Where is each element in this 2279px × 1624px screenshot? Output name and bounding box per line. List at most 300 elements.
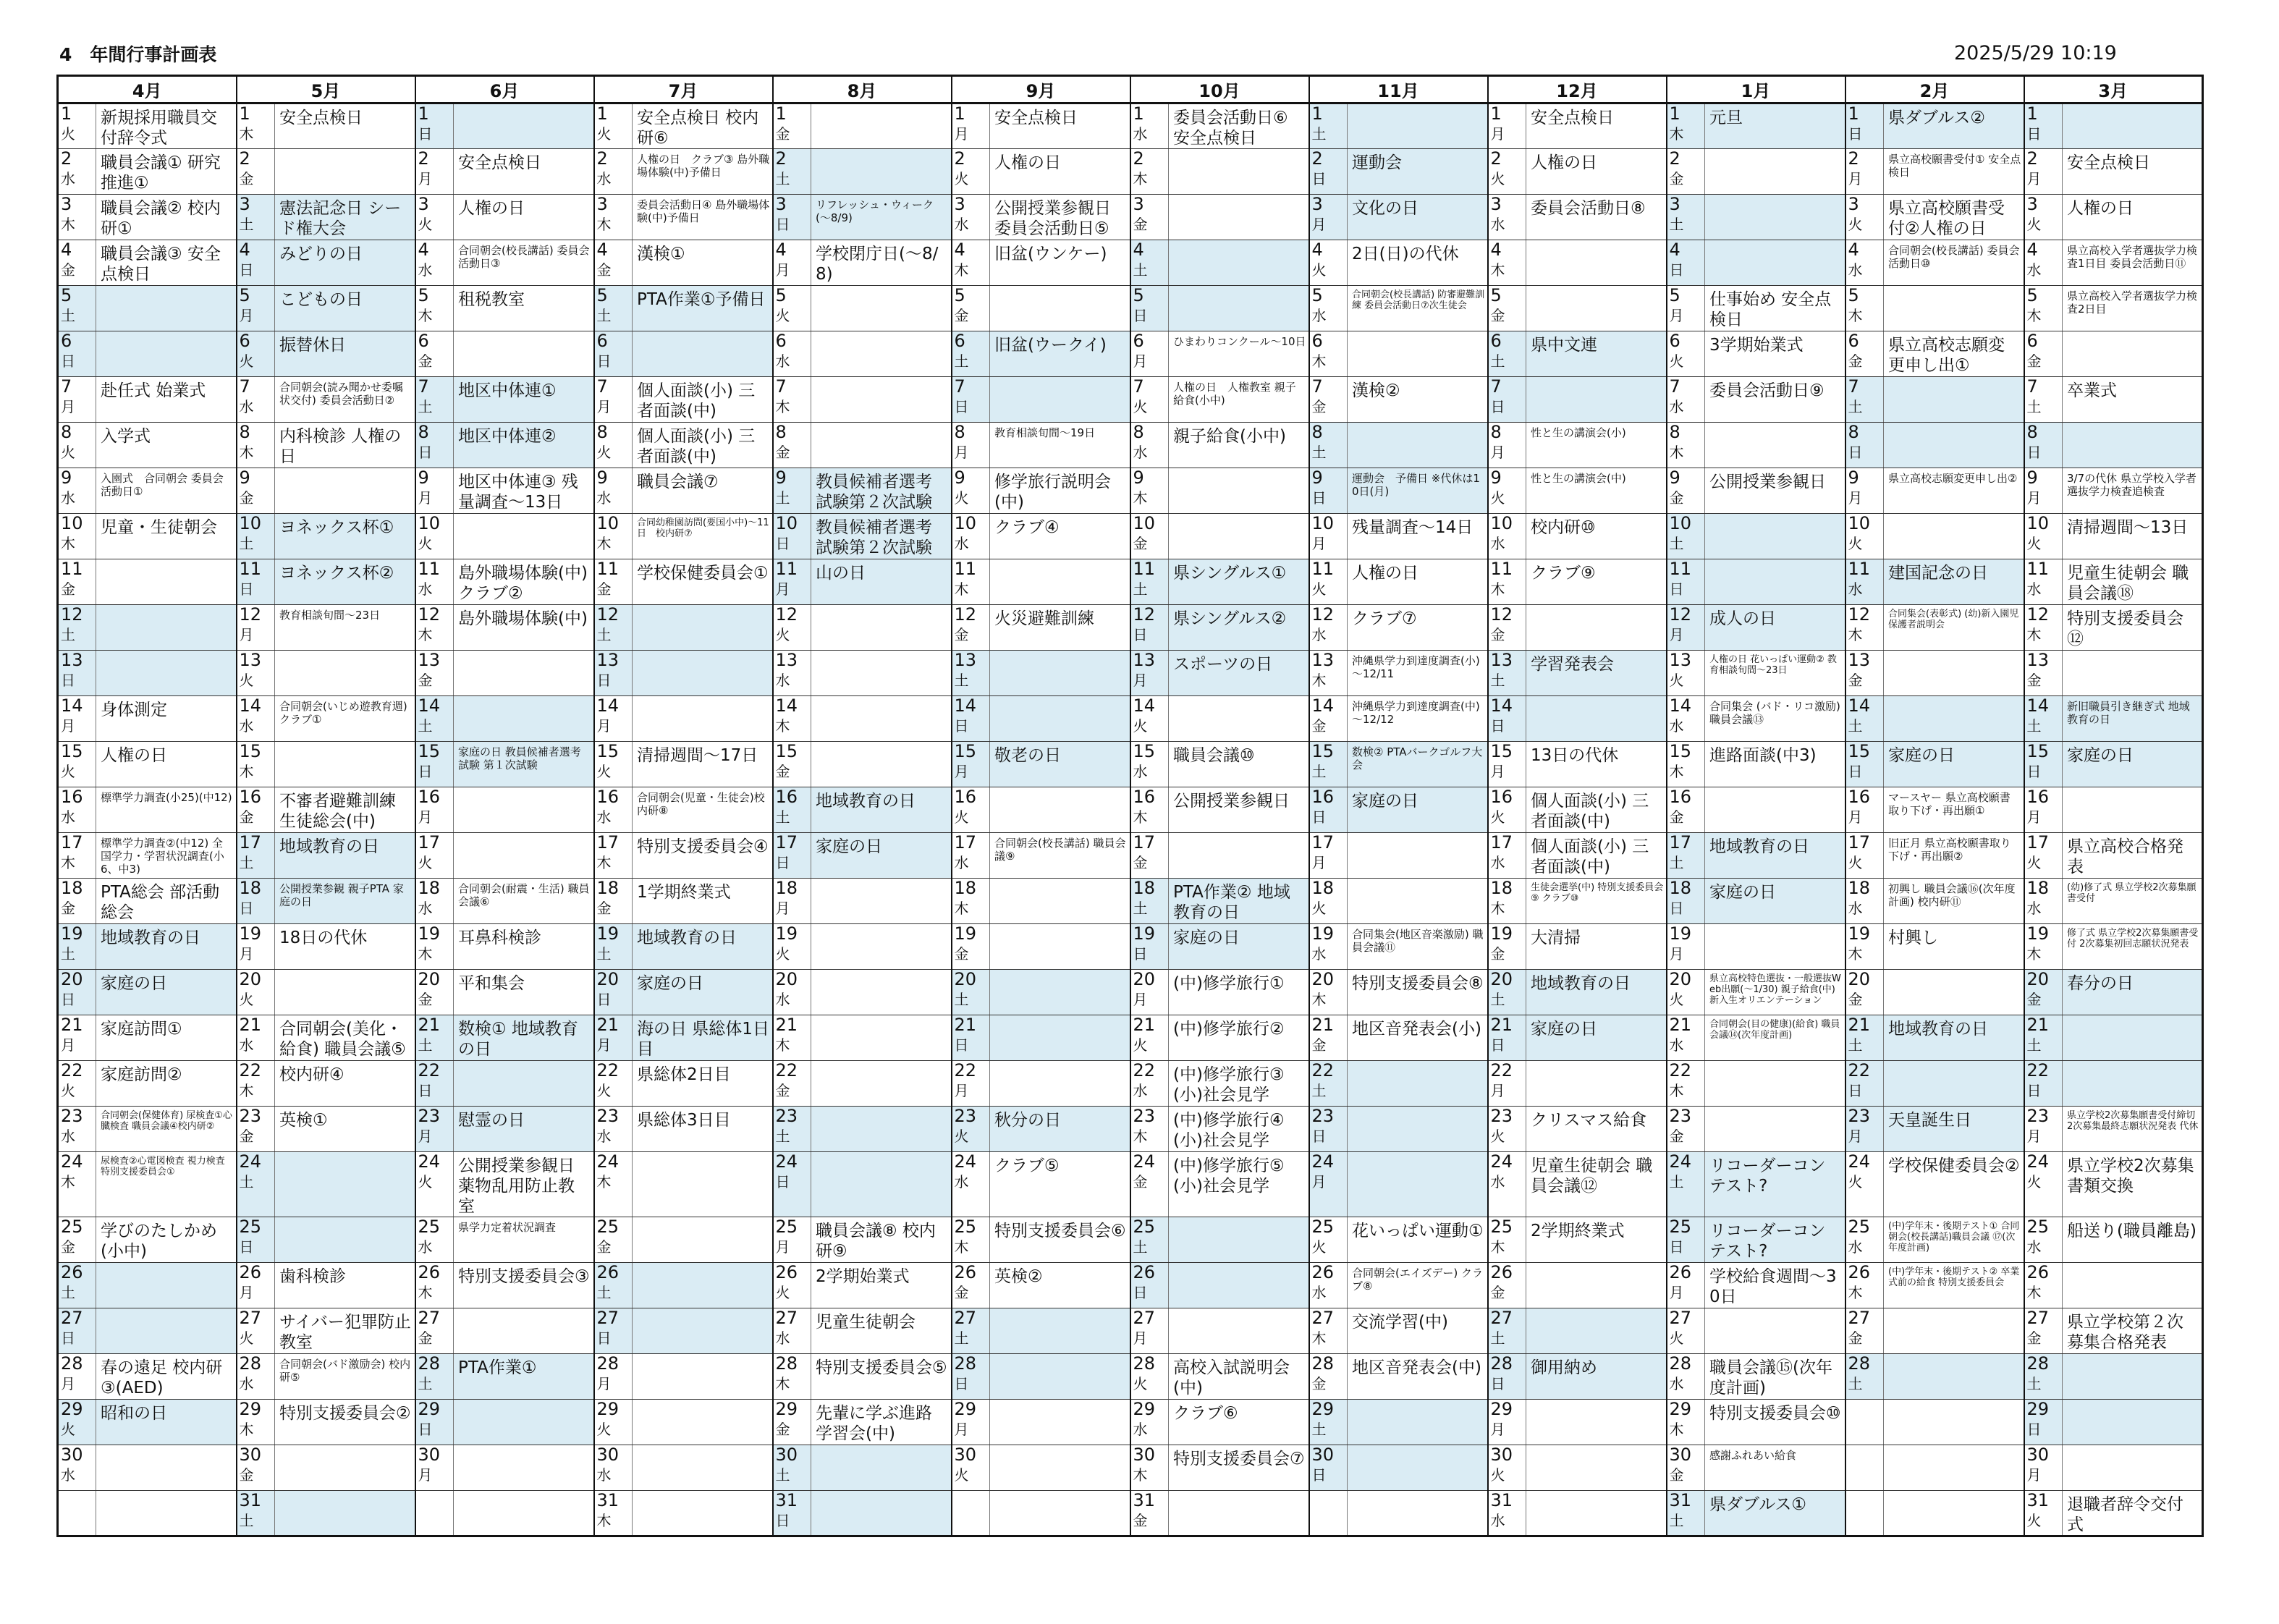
- day-cell: [1309, 1152, 1348, 1217]
- weekday-label: 土: [239, 1173, 254, 1190]
- day-number: 26: [1490, 1262, 1513, 1282]
- day-number: 17: [1133, 832, 1156, 853]
- day-number: 3: [2026, 194, 2038, 214]
- weekday-label: 火: [1490, 1466, 1505, 1484]
- weekday-label: 日: [1490, 398, 1505, 415]
- weekday-label: 水: [1490, 535, 1505, 552]
- day-number: 19: [1669, 923, 1692, 944]
- day-cell: [237, 1107, 275, 1152]
- event-cell: [1348, 1152, 1488, 1217]
- day-number: 24: [418, 1151, 441, 1172]
- weekday-label: 金: [596, 580, 612, 598]
- event-cell: 家庭の日: [1526, 1015, 1667, 1061]
- weekday-label: 月: [1311, 216, 1327, 233]
- event-cell: [1884, 423, 2024, 468]
- day-cell: [415, 559, 454, 605]
- day-cell: [594, 1107, 633, 1152]
- day-row: [58, 377, 2203, 423]
- event-cell: 島外職場体験(中) クラブ②: [454, 559, 594, 605]
- day-cell: [1845, 468, 1884, 514]
- day-number: 10: [61, 513, 83, 533]
- event-cell: [1526, 1491, 1667, 1536]
- day-cell: [237, 605, 275, 651]
- day-number: 26: [775, 1262, 798, 1282]
- day-cell: [1667, 514, 1705, 559]
- day-number: 1: [775, 103, 787, 124]
- event-cell: [1526, 1263, 1667, 1308]
- event-cell: 県学力定着状況調査: [454, 1217, 594, 1263]
- weekday-label: 火: [954, 808, 969, 826]
- event-cell: [1884, 286, 2024, 331]
- event-cell: 校内研⑩: [1526, 514, 1667, 559]
- day-cell: [2024, 240, 2063, 286]
- weekday-label: 金: [2026, 352, 2042, 370]
- event-cell: 地域教育の日: [275, 833, 415, 879]
- day-cell: [1667, 1107, 1705, 1152]
- day-number: 1: [418, 103, 429, 124]
- day-cell: [1667, 103, 1705, 149]
- day-cell: [2024, 377, 2063, 423]
- weekday-label: 火: [775, 945, 790, 963]
- day-number: 9: [1490, 468, 1502, 488]
- day-number: 9: [1311, 468, 1323, 488]
- event-cell: 特別支援委員会⑫: [2063, 605, 2203, 651]
- day-number: 25: [1133, 1217, 1156, 1237]
- day-row: [58, 879, 2203, 924]
- weekday-label: 水: [418, 580, 433, 598]
- event-cell: ヨネックス杯①: [275, 514, 415, 559]
- event-cell: 1学期終業式: [633, 879, 773, 924]
- weekday-label: 土: [239, 216, 254, 233]
- day-cell: [1130, 1445, 1169, 1491]
- event-cell: サイバー犯罪防止教室: [275, 1308, 415, 1354]
- event-cell: 船送り(職員離島): [2063, 1217, 2203, 1263]
- weekday-label: 火: [1311, 900, 1327, 917]
- weekday-label: 金: [954, 626, 969, 643]
- day-cell: [415, 1217, 454, 1263]
- day-cell: [1667, 149, 1705, 195]
- weekday-label: 木: [1133, 1128, 1148, 1145]
- event-cell: みどりの日: [275, 240, 415, 286]
- weekday-label: 月: [1848, 170, 1863, 187]
- weekday-label: 金: [1848, 352, 1863, 370]
- weekday-label: 日: [2026, 763, 2042, 780]
- event-cell: 感謝ふれあい給食: [1705, 1445, 1845, 1491]
- day-cell: [58, 742, 96, 787]
- weekday-label: 土: [775, 170, 790, 187]
- day-cell: [952, 1152, 990, 1217]
- day-number: 19: [954, 923, 977, 944]
- weekday-label: 水: [1311, 626, 1327, 643]
- weekday-label: 水: [1669, 1375, 1684, 1392]
- day-cell: [58, 240, 96, 286]
- event-cell: 旧正月 県立高校願書取り下げ・再出願②: [1884, 833, 2024, 879]
- day-cell: [1309, 879, 1348, 924]
- weekday-label: 土: [1669, 535, 1684, 552]
- event-cell: [1705, 924, 1845, 970]
- day-cell: [773, 423, 811, 468]
- day-cell: [1130, 423, 1169, 468]
- event-cell: [2063, 1354, 2203, 1400]
- day-number: 20: [596, 969, 620, 989]
- weekday-label: 金: [239, 1466, 254, 1484]
- event-cell: 沖縄県学力到達度調査(中)～12/12: [1348, 696, 1488, 742]
- day-cell: [2024, 1491, 2063, 1536]
- day-number: 4: [239, 240, 250, 260]
- event-cell: [454, 1445, 594, 1491]
- day-cell: [773, 1308, 811, 1354]
- day-row: [58, 742, 2203, 787]
- day-number: 18: [1311, 878, 1335, 898]
- weekday-label: 土: [1490, 1329, 1505, 1347]
- day-number: 14: [1848, 695, 1871, 716]
- day-number: 5: [1490, 285, 1502, 305]
- weekday-label: 火: [418, 216, 433, 233]
- weekday-label: 月: [418, 1466, 433, 1484]
- weekday-label: 木: [239, 444, 254, 461]
- day-cell: [415, 514, 454, 559]
- weekday-label: 火: [1133, 717, 1148, 735]
- event-cell: [96, 1263, 237, 1308]
- day-number: 28: [1669, 1353, 1692, 1374]
- event-cell: 敬老の日: [990, 742, 1130, 787]
- day-cell: [2024, 1107, 2063, 1152]
- day-number: 21: [1848, 1015, 1871, 1035]
- day-cell: [1667, 742, 1705, 787]
- weekday-label: 土: [239, 1512, 254, 1529]
- event-cell: [1884, 514, 2024, 559]
- day-cell: [1667, 833, 1705, 879]
- event-cell: [2063, 787, 2203, 833]
- day-row: [58, 1400, 2203, 1445]
- event-cell: 漢検②: [1348, 377, 1488, 423]
- event-cell: 振替休日: [275, 331, 415, 377]
- weekday-label: 木: [775, 717, 790, 735]
- event-cell: [990, 1491, 1130, 1536]
- day-row: [58, 651, 2203, 696]
- day-cell: [58, 514, 96, 559]
- day-number: 14: [775, 695, 798, 716]
- event-cell: 人権の日: [1348, 559, 1488, 605]
- event-cell: [811, 1061, 952, 1107]
- event-cell: 新旧職員引き継ぎ式 地域教育の日: [2063, 696, 2203, 742]
- weekday-label: 金: [1133, 535, 1148, 552]
- day-row: [58, 696, 2203, 742]
- weekday-label: 木: [1311, 991, 1327, 1008]
- weekday-label: 金: [596, 900, 612, 917]
- event-cell: [2063, 1061, 2203, 1107]
- weekday-label: 月: [775, 261, 790, 279]
- day-cell: [1130, 1152, 1169, 1217]
- day-number: 16: [1669, 787, 1692, 807]
- event-cell: [990, 651, 1130, 696]
- day-row: [58, 605, 2203, 651]
- event-cell: 合同朝会(いじめ遊教育週) クラブ①: [275, 696, 415, 742]
- day-cell: [237, 1308, 275, 1354]
- event-cell: 学習発表会: [1526, 651, 1667, 696]
- weekday-label: 日: [596, 352, 612, 370]
- day-cell: [594, 1061, 633, 1107]
- event-cell: 歯科検診: [275, 1263, 415, 1308]
- day-cell: [1667, 696, 1705, 742]
- day-number: 30: [1133, 1445, 1156, 1465]
- weekday-label: 月: [1490, 444, 1505, 461]
- day-cell: [773, 1217, 811, 1263]
- weekday-label: 金: [61, 1238, 75, 1256]
- event-cell: PTA作業①予備日: [633, 286, 773, 331]
- weekday-label: 日: [1490, 717, 1505, 735]
- day-cell: [415, 1107, 454, 1152]
- day-number: 18: [2026, 878, 2050, 898]
- day-number: 8: [1133, 422, 1144, 442]
- day-cell: [773, 833, 811, 879]
- day-cell: [1667, 970, 1705, 1015]
- event-cell: [1705, 149, 1845, 195]
- day-cell: [1845, 1263, 1884, 1308]
- event-cell: [1169, 468, 1309, 514]
- day-cell: [952, 1491, 990, 1536]
- event-cell: 県立高校入学者選抜学力検査1日目 委員会活動日⑪: [2063, 240, 2203, 286]
- event-cell: 春分の日: [2063, 970, 2203, 1015]
- day-cell: [952, 423, 990, 468]
- weekday-label: 日: [775, 1173, 790, 1190]
- weekday-label: 月: [418, 808, 433, 826]
- event-cell: 合同朝会(読み聞かせ委嘱状交付) 委員会活動日②: [275, 377, 415, 423]
- event-cell: [990, 1061, 1130, 1107]
- day-row: [58, 514, 2203, 559]
- event-cell: 県立高校入学者選抜学力検査2日目: [2063, 286, 2203, 331]
- event-cell: [1169, 149, 1309, 195]
- event-cell: [454, 787, 594, 833]
- day-number: 9: [418, 468, 429, 488]
- day-number: 14: [1490, 695, 1513, 716]
- weekday-label: 日: [418, 125, 433, 143]
- day-cell: [952, 787, 990, 833]
- day-number: 10: [2026, 513, 2050, 533]
- event-cell: 成人の日: [1705, 605, 1845, 651]
- weekday-label: 金: [1669, 1128, 1684, 1145]
- day-cell: [1309, 1308, 1348, 1354]
- weekday-label: 土: [596, 1284, 612, 1301]
- weekday-label: 火: [1133, 398, 1148, 415]
- weekday-label: 木: [1311, 1329, 1327, 1347]
- event-cell: [1884, 696, 2024, 742]
- event-cell: 文化の日: [1348, 195, 1488, 240]
- event-cell: [811, 1491, 952, 1536]
- day-cell: [1488, 377, 1526, 423]
- event-cell: [275, 1445, 415, 1491]
- day-number: 2: [1490, 148, 1502, 169]
- month-header-row: [58, 76, 2203, 103]
- weekday-label: 月: [239, 626, 254, 643]
- day-cell: [237, 1445, 275, 1491]
- day-number: 7: [1311, 376, 1323, 397]
- event-cell: [96, 559, 237, 605]
- day-number: 4: [1133, 240, 1144, 260]
- weekday-label: 金: [775, 1421, 790, 1438]
- day-number: 8: [596, 422, 608, 442]
- day-number: 28: [1490, 1353, 1513, 1374]
- day-cell: [1488, 605, 1526, 651]
- event-cell: 仕事始め 安全点検日: [1705, 286, 1845, 331]
- day-row: [58, 331, 2203, 377]
- day-cell: [1845, 514, 1884, 559]
- day-number: 27: [1848, 1308, 1871, 1328]
- weekday-label: 土: [1311, 1421, 1327, 1438]
- day-number: 19: [418, 923, 441, 944]
- day-cell: [1667, 377, 1705, 423]
- event-cell: リコーダーコンテスト?: [1705, 1217, 1845, 1263]
- day-row: [58, 240, 2203, 286]
- event-cell: 学校保健委員会①: [633, 559, 773, 605]
- event-cell: 運動会: [1348, 149, 1488, 195]
- weekday-label: 金: [775, 444, 790, 461]
- weekday-label: 日: [418, 444, 433, 461]
- day-cell: [58, 787, 96, 833]
- weekday-label: 木: [954, 261, 969, 279]
- weekday-label: 木: [1848, 1284, 1863, 1301]
- day-number: 24: [61, 1151, 83, 1172]
- day-number: 22: [954, 1060, 977, 1080]
- event-cell: [633, 651, 773, 696]
- weekday-label: 木: [418, 307, 433, 324]
- weekday-label: 水: [239, 717, 254, 735]
- event-cell: PTA総会 部活動総会: [96, 879, 237, 924]
- event-cell: 人権の日: [1526, 149, 1667, 195]
- event-cell: 地域教育の日: [811, 787, 952, 833]
- event-cell: [1884, 1308, 2024, 1354]
- weekday-label: 水: [61, 1466, 75, 1484]
- day-number: 26: [1848, 1262, 1871, 1282]
- day-cell: [952, 879, 990, 924]
- day-number: 27: [418, 1308, 441, 1328]
- day-cell: [58, 1354, 96, 1400]
- day-number: 21: [1669, 1015, 1692, 1035]
- weekday-label: 月: [596, 398, 612, 415]
- day-number: 15: [418, 741, 441, 761]
- event-cell: 家庭訪問①: [96, 1015, 237, 1061]
- event-cell: [1526, 1400, 1667, 1445]
- event-cell: [990, 1400, 1130, 1445]
- day-cell: [1667, 1354, 1705, 1400]
- event-cell: 山の日: [811, 559, 952, 605]
- weekday-label: 火: [1133, 1036, 1148, 1054]
- event-cell: 公開授業参観日: [1169, 787, 1309, 833]
- day-cell: [1309, 1491, 1348, 1536]
- day-number: 1: [954, 103, 965, 124]
- day-cell: [415, 1308, 454, 1354]
- day-row: [58, 970, 2203, 1015]
- weekday-label: 土: [1490, 352, 1505, 370]
- weekday-label: 金: [1133, 1512, 1148, 1529]
- day-cell: [952, 559, 990, 605]
- day-number: 5: [1133, 285, 1144, 305]
- event-cell: [1169, 240, 1309, 286]
- weekday-label: 木: [1311, 672, 1327, 689]
- day-cell: [1845, 787, 1884, 833]
- event-cell: 安全点検日 校内研⑥: [633, 103, 773, 149]
- event-cell: 春の遠足 校内研③(AED): [96, 1354, 237, 1400]
- day-number: 29: [1311, 1399, 1335, 1419]
- weekday-label: 金: [775, 1082, 790, 1099]
- weekday-label: 月: [775, 580, 790, 598]
- day-number: 26: [596, 1262, 620, 1282]
- day-cell: [1488, 1400, 1526, 1445]
- weekday-label: 木: [61, 1173, 75, 1190]
- event-cell: [990, 1015, 1130, 1061]
- event-cell: クラブ④: [990, 514, 1130, 559]
- day-cell: [1845, 1152, 1884, 1217]
- day-number: 28: [418, 1353, 441, 1374]
- day-number: 31: [2026, 1490, 2050, 1510]
- day-number: 22: [1669, 1060, 1692, 1080]
- day-number: 19: [1848, 923, 1871, 944]
- day-number: 18: [61, 878, 83, 898]
- event-cell: 県ダブルス②: [1884, 103, 2024, 149]
- day-number: 10: [1311, 513, 1335, 533]
- day-number: 29: [418, 1399, 441, 1419]
- day-number: 9: [61, 468, 72, 488]
- day-cell: [1309, 970, 1348, 1015]
- day-cell: [2024, 149, 2063, 195]
- weekday-label: 木: [1133, 1466, 1148, 1484]
- event-cell: 委員会活動日⑧: [1526, 195, 1667, 240]
- day-cell: [952, 468, 990, 514]
- event-cell: [1169, 1217, 1309, 1263]
- weekday-label: 日: [239, 1238, 254, 1256]
- day-number: 2: [1311, 148, 1323, 169]
- event-cell: 合同朝会(校長講話) 委員会活動日⑩: [1884, 240, 2024, 286]
- day-cell: [594, 468, 633, 514]
- day-cell: [415, 331, 454, 377]
- day-cell: [1309, 1061, 1348, 1107]
- day-cell: [1130, 605, 1169, 651]
- weekday-label: 火: [2026, 1512, 2042, 1529]
- event-cell: 学校保健委員会②: [1884, 1152, 2024, 1217]
- day-cell: [58, 103, 96, 149]
- day-number: 19: [61, 923, 83, 944]
- day-number: 23: [1848, 1106, 1871, 1126]
- weekday-label: 木: [1848, 307, 1863, 324]
- weekday-label: 金: [61, 580, 75, 598]
- weekday-label: 火: [61, 1421, 75, 1438]
- day-number: 22: [61, 1060, 83, 1080]
- weekday-label: 月: [2026, 170, 2042, 187]
- day-number: 23: [596, 1106, 620, 1126]
- event-cell: 2日(日)の代休: [1348, 240, 1488, 286]
- day-number: 31: [1490, 1490, 1513, 1510]
- month-header: 3月: [2024, 76, 2203, 103]
- annual-calendar-table: [56, 75, 2204, 1537]
- day-cell: [773, 651, 811, 696]
- day-number: 17: [418, 832, 441, 853]
- day-number: 25: [418, 1217, 441, 1237]
- event-cell: 学校閉庁日(～8/8): [811, 240, 952, 286]
- day-cell: [2024, 468, 2063, 514]
- weekday-label: 日: [1669, 580, 1684, 598]
- weekday-label: 月: [1311, 854, 1327, 871]
- day-cell: [1667, 240, 1705, 286]
- weekday-label: 金: [1669, 808, 1684, 826]
- day-cell: [415, 787, 454, 833]
- weekday-label: 木: [596, 854, 612, 871]
- day-row: [58, 149, 2203, 195]
- day-cell: [1488, 195, 1526, 240]
- day-number: 15: [596, 741, 620, 761]
- day-cell: [952, 924, 990, 970]
- day-cell: [1130, 1015, 1169, 1061]
- day-cell: [1309, 1400, 1348, 1445]
